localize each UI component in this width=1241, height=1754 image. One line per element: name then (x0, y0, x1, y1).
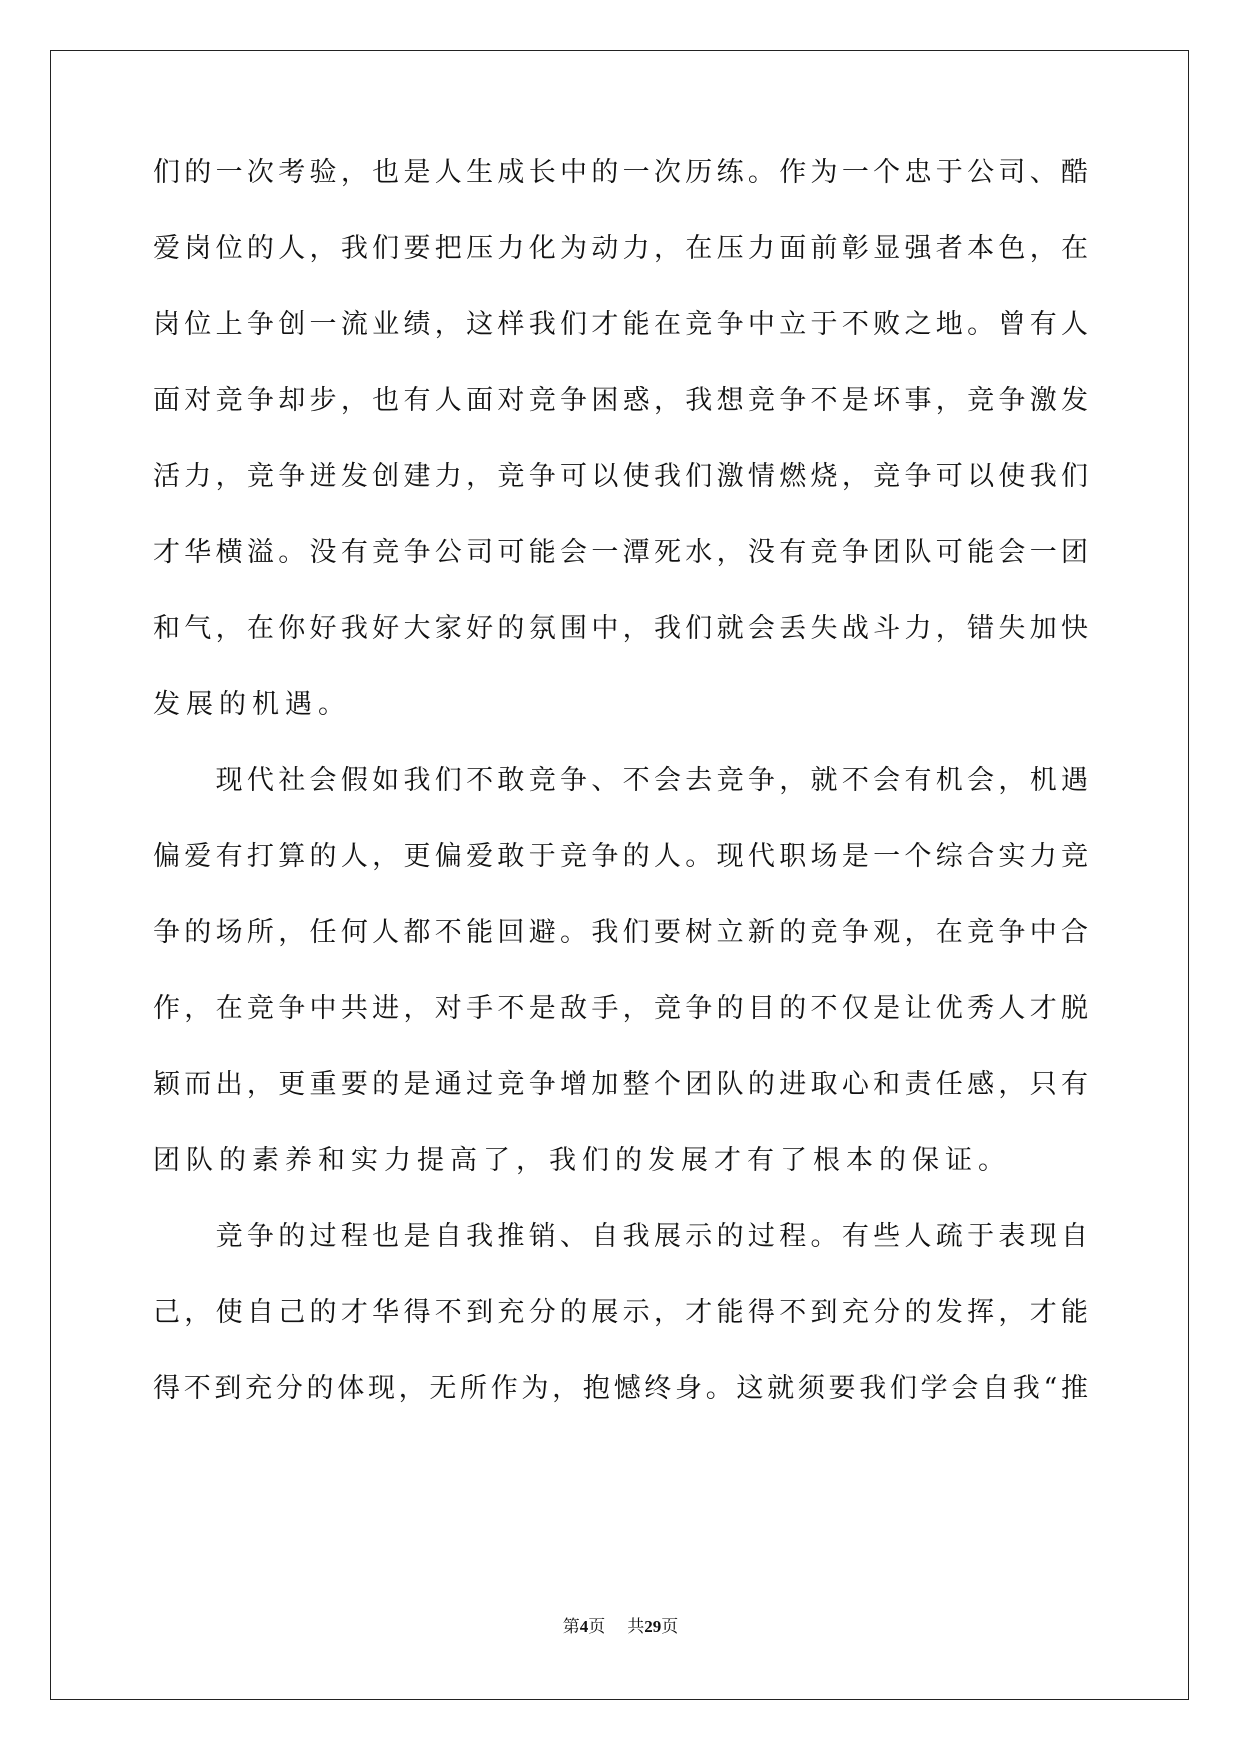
text-line: 得不到充分的体现，无所作为，抱憾终身。这就须要我们学会自我“推 (153, 1373, 1088, 1404)
text-line: 才华横溢。没有竞争公司可能会一潭死水，没有竞争团队可能会一团 (153, 537, 1088, 568)
page-prefix: 第 (562, 1617, 580, 1636)
page-footer (0, 1612, 1241, 1637)
text-line: 现代社会假如我们不敢竞争、不会去竞争，就不会有机会，机遇 (153, 765, 1088, 796)
text-line: 偏爱有打算的人，更偏爱敢于竞争的人。现代职场是一个综合实力竞 (153, 841, 1088, 872)
text-line: 团队的素养和实力提高了，我们的发展才有了根本的保证。 (153, 1145, 1011, 1176)
total-pages: 29 (644, 1617, 662, 1636)
document-body (153, 155, 1088, 1447)
page-number: 4 (579, 1617, 589, 1636)
text-line: 们的一次考验，也是人生成长中的一次历练。作为一个忠于公司、酷 (153, 157, 1088, 188)
text-line: 己，使自己的才华得不到充分的展示，才能得不到充分的发挥，才能 (153, 1297, 1088, 1328)
text-line: 作，在竞争中共进，对手不是敌手，竞争的目的不仅是让优秀人才脱 (153, 993, 1088, 1024)
text-line: 颖而出，更重要的是通过竞争增加整个团队的进取心和责任感，只有 (153, 1069, 1088, 1100)
text-line: 面对竞争却步，也有人面对竞争困惑，我想竞争不是坏事，竞争激发 (153, 385, 1088, 416)
text-line: 发展的机遇。 (153, 689, 351, 720)
text-line: 活力，竞争迸发创建力，竞争可以使我们激情燃烧，竞争可以使我们 (153, 461, 1088, 492)
text-line: 岗位上争创一流业绩，这样我们才能在竞争中立于不败之地。曾有人 (153, 309, 1088, 340)
text-line: 争的场所，任何人都不能回避。我们要树立新的竞争观，在竞争中合 (153, 917, 1088, 948)
total-prefix: 共 (627, 1617, 645, 1636)
total-suffix: 页 (661, 1617, 679, 1636)
page-suffix: 页 (588, 1617, 606, 1636)
text-line: 和气，在你好我好大家好的氛围中，我们就会丢失战斗力，错失加快 (153, 613, 1088, 644)
text-line: 爱岗位的人，我们要把压力化为动力，在压力面前彰显强者本色，在 (153, 233, 1088, 264)
text-line: 竞争的过程也是自我推销、自我展示的过程。有些人疏于表现自 (153, 1221, 1088, 1252)
